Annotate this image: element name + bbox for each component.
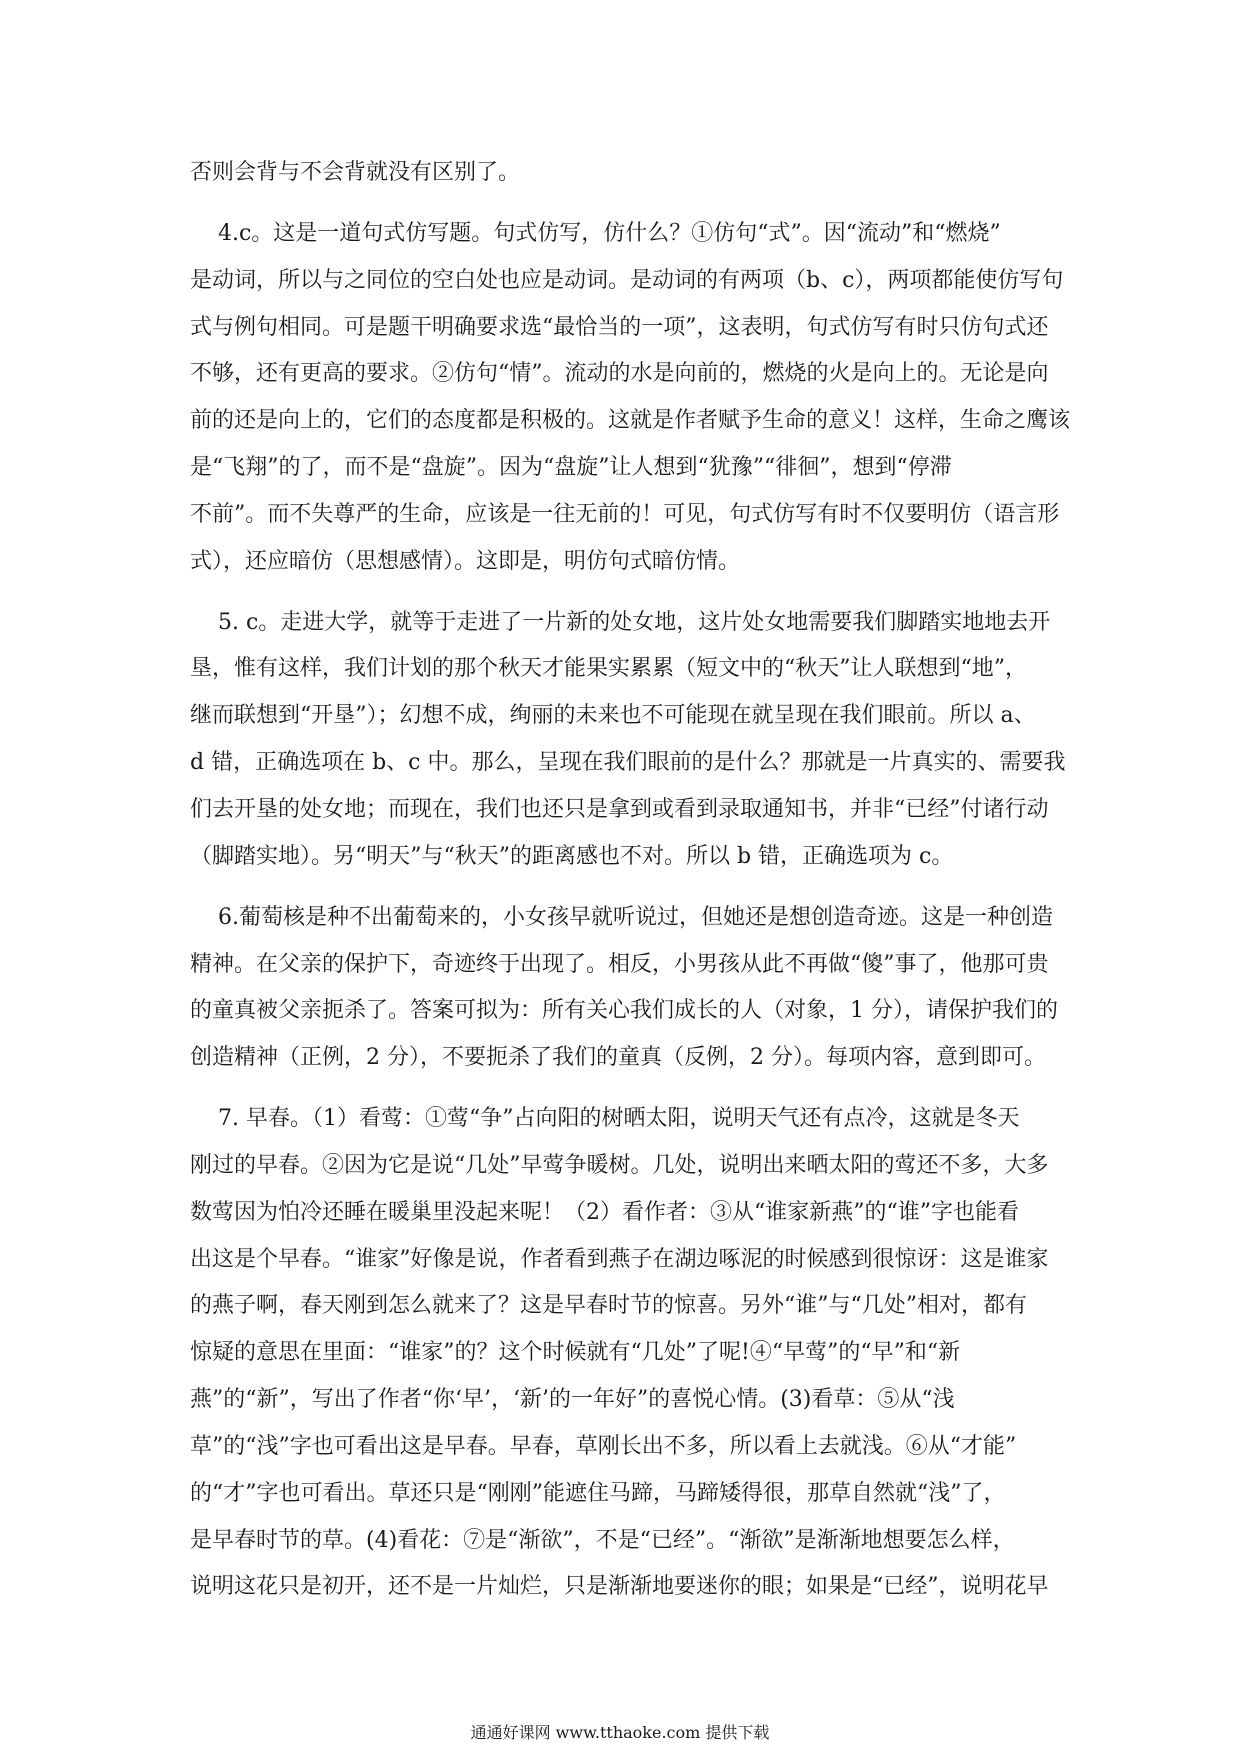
text-line: 4.c。这是一道句式仿写题。句式仿写，仿什么？①仿句“式”。因“流动”和“燃烧” [190, 220, 1001, 246]
text-line: 说明这花只是初开，还不是一片灿烂，只是渐渐地要迷你的眼；如果是“已经”，说明花早 [190, 1574, 1049, 1600]
text-line: 前的还是向上的，它们的态度都是积极的。这就是作者赋予生命的意义！这样，生命之鹰该 [190, 408, 1071, 434]
paragraph [190, 600, 1066, 881]
paragraph [190, 150, 1053, 197]
text-line: 创造精神（正例，2 分），不要扼杀了我们的童真（反例，2 分）。每项内容，意到即可。 [190, 1045, 1046, 1071]
text-line: 出这是个早春。“谁家”好像是说，作者看到燕子在湖边啄泥的时候感到很惊讶：这是谁家 [190, 1246, 1049, 1272]
text-line: 的“才”字也可看出。草还只是“刚刚”能遮住马蹄，马蹄矮得很，那草自然就“浅”了， [190, 1480, 1006, 1506]
text-line: 的燕子啊，春天刚到怎么就来了？这是早春时节的惊喜。另外“谁”与“几处”相对，都有 [190, 1293, 1027, 1319]
text-line: 式），还应暗仿（思想感情）。这即是，明仿句式暗仿情。 [190, 548, 741, 574]
text-line: d 错，正确选项在 b、c 中。那么，呈现在我们眼前的是什么？那就是一片真实的、需要我 [190, 750, 1066, 776]
text-line: 是“飞翔”的了，而不是“盘旋”。因为“盘旋”让人想到“犹豫”“徘徊”，想到“停滞 [190, 455, 952, 481]
paragraph-gap [190, 881, 1053, 895]
text-line: 5. c。走进大学，就等于走进了一片新的处女地，这片处女地需要我们脚踏实地地去开 [190, 609, 1051, 635]
text-line: 7. 早春。（1）看莺：①莺“争”占向阳的树晒太阳，说明天气还有点冷，这就是冬天 [190, 1106, 1020, 1132]
text-line: 精神。在父亲的保护下，奇迹终于出现了。相反，小男孩从此不再做“傻”事了，他那可贵 [190, 951, 1049, 977]
text-line: 式与例句相同。可是题干明确要求选“最恰当的一项”，这表明，句式仿写有时只仿句式还 [190, 314, 1049, 340]
document-body [190, 150, 1071, 1611]
text-line: 是早春时节的草。(4)看花：⑦是“渐欲”，不是“已经”。“渐欲”是渐渐地想要怎么样， [190, 1527, 1015, 1553]
paragraph [190, 895, 1058, 1082]
paragraph [190, 1096, 1053, 1611]
text-line: 否则会背与不会背就没有区别了。 [190, 160, 521, 185]
paragraph-gap [190, 586, 1053, 600]
text-line: 刚过的早春。②因为它是说“几处”早莺争暖树。几处，说明出来晒太阳的莺还不多，大多 [190, 1152, 1049, 1178]
text-line: 不前”。而不失尊严的生命，应该是一往无前的！可见，句式仿写有时不仅要明仿（语言形 [190, 501, 1060, 527]
text-line: 继而联想到“开垦”）；幻想不成，绚丽的未来也不可能现在就呈现在我们眼前。所以 a、 [190, 703, 1036, 729]
text-line: 是动词，所以与之同位的空白处也应是动词。是动词的有两项（b、c），两项都能使仿写句 [190, 267, 1064, 293]
text-line: 不够，还有更高的要求。②仿句“情”。流动的水是向前的，燃烧的火是向上的。无论是向 [190, 361, 1049, 387]
text-line: 燕”的“新”，写出了作者“你‘早’，‘新’的一年好”的喜悦心情。(3)看草：⑤从“浅 [190, 1387, 955, 1413]
footer-text: 通通好课网 www.tthaoke.com 提供下载 [470, 1723, 770, 1742]
paragraph-gap [190, 197, 1053, 211]
text-line: 垦，惟有这样，我们计划的那个秋天才能果实累累（短文中的“秋天”让人联想到“地”， [190, 656, 1027, 682]
paragraph-gap [190, 1082, 1053, 1096]
text-line: 数莺因为怕冷还睡在暖巢里没起来呢！（2）看作者：③从“谁家新燕”的“谁”字也能看 [190, 1199, 1019, 1225]
text-line: 们去开垦的处女地；而现在，我们也还只是拿到或看到录取通知书，并非“已经”付诸行动 [190, 796, 1049, 822]
text-line: 惊疑的意思在里面：“谁家”的？这个时候就有“几处”了呢!④“早莺”的“早”和“新 [190, 1340, 961, 1366]
text-line: 6.葡萄核是种不出葡萄来的，小女孩早就听说过，但她还是想创造奇迹。这是一种创造 [190, 904, 1053, 930]
text-line: 草”的“浅”字也可看出这是早春。早春，草刚长出不多，所以看上去就浅。⑥从“才能” [190, 1433, 1017, 1459]
text-line: （脚踏实地）。另“明天”与“秋天”的距离感也不对。所以 b 错，正确选项为 c。 [190, 843, 954, 869]
paragraph [190, 211, 1071, 586]
page-footer [0, 1720, 1240, 1743]
text-line: 的童真被父亲扼杀了。答案可拟为：所有关心我们成长的人（对象，1 分），请保护我们的 [190, 998, 1058, 1024]
